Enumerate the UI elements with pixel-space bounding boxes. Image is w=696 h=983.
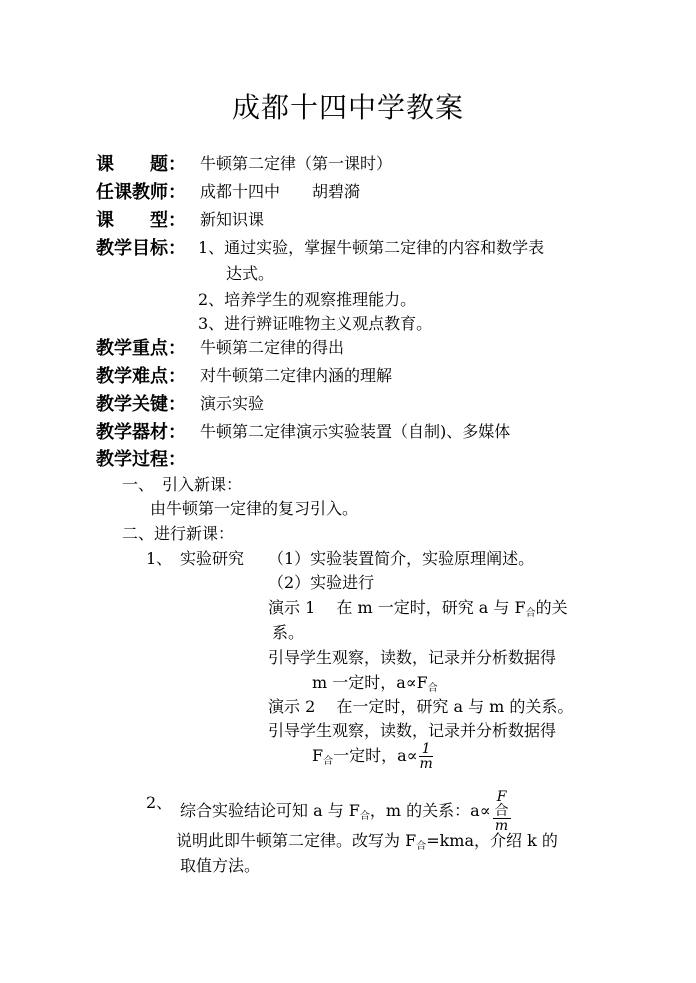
fraction-numerator: 1: [419, 742, 432, 757]
goal-1-line-2: 达式。: [226, 264, 275, 283]
goals-label: 教学目标：: [96, 238, 186, 259]
focus-label: 教学重点：: [96, 338, 186, 359]
result-1-subscript: 合: [427, 683, 438, 694]
page-title: 成都十四中学教案: [231, 91, 464, 124]
conclusion-tail: =kma，介绍 k 的: [426, 831, 558, 850]
teacher-label: 任课教师：: [96, 182, 186, 203]
demo-1-text: 演示 1 在 m 一定时，研究 a 与 F: [268, 598, 526, 617]
result-2-force: F: [312, 746, 324, 765]
numerator-force: F: [496, 789, 507, 805]
demo-2: 演示 2 在一定时，研究 a 与 m 的关系。: [268, 697, 574, 716]
goal-2: 2、培养学生的观察推理能力。: [198, 290, 417, 309]
key-label: 教学关键：: [96, 394, 186, 415]
conclusion-continuation: 取值方法。: [180, 856, 261, 875]
demo-1-subscript: 合: [525, 608, 536, 619]
result-2-text: 一定时，a∝: [333, 746, 418, 765]
equipment-label: 教学器材：: [96, 422, 186, 443]
teacher-value: 成都十四中 胡碧漪: [200, 182, 361, 201]
item-2-fraction: [493, 790, 511, 833]
type-value: 新知识课: [200, 210, 265, 229]
fraction-denominator: m: [494, 818, 509, 834]
section-1-title: 一、 引入新课：: [122, 475, 243, 494]
item-2-subscript: 合: [359, 811, 370, 822]
result-1: [312, 670, 438, 694]
result-2-fraction: [419, 742, 432, 771]
item-2-line: [180, 790, 511, 833]
conclusion-subscript: 合: [416, 841, 427, 852]
process-label: 教学过程：: [96, 449, 186, 470]
goal-1-line-1: 1、通过实验，掌握牛顿第二定律的内容和数学表: [198, 238, 545, 257]
item-1-part-2: （2）实验进行: [268, 573, 375, 592]
section-2-title: 二、进行新课：: [122, 524, 235, 543]
key-value: 演示实验: [200, 394, 265, 413]
result-2-subscript: 合: [323, 756, 334, 767]
fraction-numerator: [493, 790, 511, 819]
item-2-number: 2、: [146, 793, 173, 812]
goal-3: 3、进行辨证唯物主义观点教育。: [198, 314, 433, 333]
conclusion-line: [176, 828, 558, 852]
result-1-text: m 一定时，a∝F: [312, 673, 428, 692]
equipment-value: 牛顿第二定律演示实验装置（自制)、多媒体: [200, 422, 511, 441]
demo-1-line: [268, 595, 568, 619]
guide-1: 引导学生观察，读数，记录并分析数据得: [268, 648, 557, 667]
topic-label: 课 题：: [96, 154, 186, 175]
numerator-subscript: 合: [494, 803, 509, 819]
item-2-text: 综合实验结论可知 a 与 F: [180, 801, 360, 820]
difficulty-value: 对牛顿第二定律内涵的理解: [200, 366, 393, 385]
item-2-tail: ，m 的关系：a∝: [369, 801, 491, 820]
conclusion-text: 说明此即牛顿第二定律。改写为 F: [176, 831, 417, 850]
item-1-part-1: （1）实验装置简介，实验原理阐述。: [268, 549, 535, 568]
focus-value: 牛顿第二定律的得出: [200, 338, 345, 357]
difficulty-label: 教学难点：: [96, 366, 186, 387]
section-1-text: 由牛顿第一定律的复习引入。: [150, 499, 359, 518]
result-2: [312, 742, 433, 771]
demo-1-tail: 的关: [535, 598, 568, 617]
topic-value: 牛顿第二定律（第一课时）: [200, 154, 393, 173]
demo-1-continuation: 系。: [272, 623, 305, 642]
guide-2: 引导学生观察，读数，记录并分析数据得: [268, 721, 557, 740]
type-label: 课 型：: [96, 210, 186, 231]
fraction-denominator: m: [419, 756, 433, 772]
item-1-title: 实验研究: [180, 549, 245, 568]
item-1-number: 1、: [146, 549, 173, 568]
